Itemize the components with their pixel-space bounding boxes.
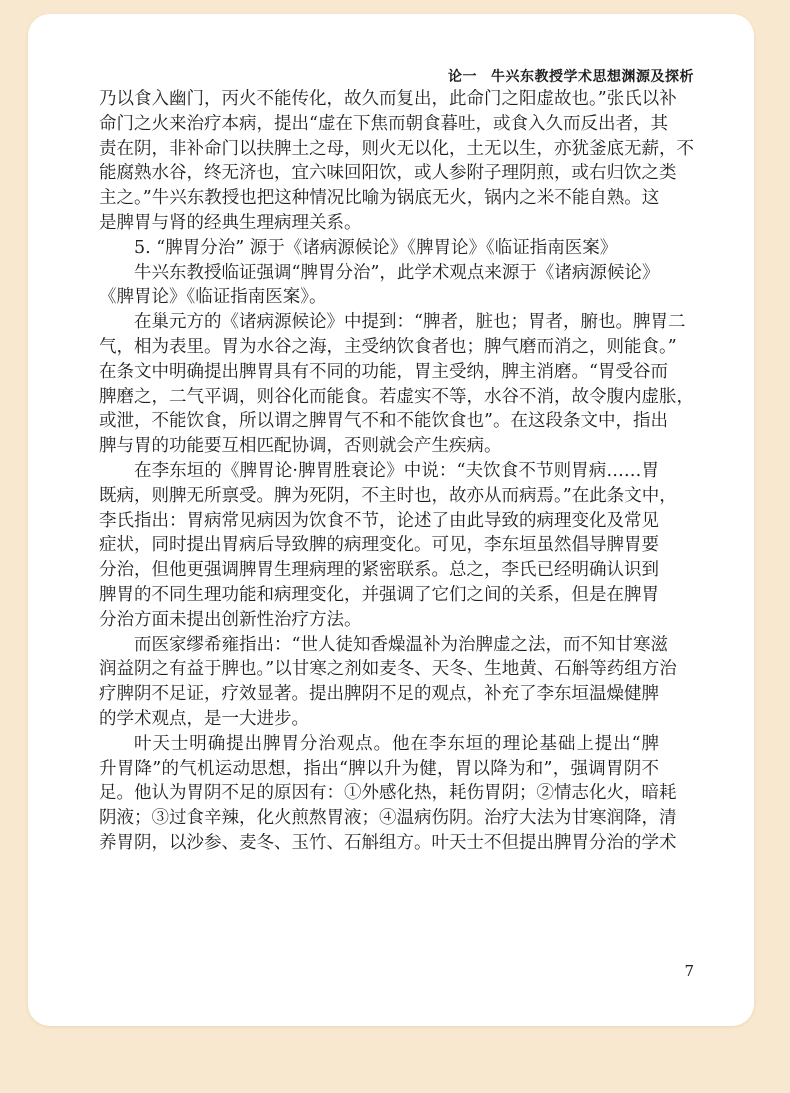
text-line: 症状，同时提出胃病后导致脾的病理变化。可见，李东垣虽然倡导脾胃要 [99,535,659,556]
text-line: 既病，则脾无所禀受。脾为死阴，不主时也，故亦从而病焉。”在此条文中， [99,485,677,506]
text-line: 的学术观点，是一大进步。 [99,708,309,729]
text-line: 升胃降”的气机运动思想，指出“脾以升为健，胃以降为和”，强调胃阴不 [99,758,659,779]
text-line: 足。他认为胃阴不足的原因有：①外感化热，耗伤胃阴；②情志化火，暗耗 [99,783,677,804]
text-line: 或泄，不能饮食，所以谓之脾胃气不和不能饮食也”。在这段条文中，指出 [99,411,668,432]
text-line: 牛兴东教授临证强调“脾胃分治”，此学术观点来源于《诸病源候论》 [134,262,660,283]
text-line: 分治，但他更强调脾胃生理病理的紧密联系。总之，李氏已经明确认识到 [99,560,659,581]
section-heading: 5. “脾胃分治” 源于《诸病源候论》《脾胃论》《临证指南医案》 [134,237,618,258]
text-line: 气，相为表里。胃为水谷之海，主受纳饮食者也；脾气磨而消之，则能食。” [99,336,677,357]
text-line: 在巢元方的《诸病源候论》中提到：“脾者，脏也；胃者，腑也。脾胃二 [134,312,686,333]
body-text [99,87,694,856]
text-line: 阴液；③过食辛辣，化火煎熬胃液；④温病伤阴。治疗大法为甘寒润降，清 [99,808,677,829]
running-header [448,66,694,86]
text-line: 润益阴之有益于脾也。”以甘寒之剂如麦冬、天冬、生地黄、石斛等药组方治 [99,659,677,680]
text-line: 《脾胃论》《临证指南医案》。 [99,287,327,308]
text-line: 脾与胃的功能要互相匹配协调，否则就会产生疾病。 [99,436,502,457]
text-line: 疗脾阴不足证，疗效显著。提出脾阴不足的观点，补充了李东垣温燥健脾 [99,684,659,705]
text-line: 而医家缪希雍指出：“世人徒知香燥温补为治脾虚之法，而不知甘寒滋 [134,634,668,655]
text-line: 在李东垣的《脾胃论·脾胃胜衰论》中说：“夫饮食不节则胃病……胃 [134,460,659,481]
text-line: 脾磨之，二气平调，则谷化而能食。若虚实不等，水谷不消，故令腹内虚胀， [99,386,694,407]
text-line: 在条文中明确提出脾胃具有不同的功能，胃主受纳，脾主消磨。“胃受谷而 [99,361,668,382]
page-number: 7 [684,962,694,980]
text-line: 是脾胃与肾的经典生理病理关系。 [99,212,362,233]
text-line: 命门之火来治疗本病，提出“虚在下焦而朝食暮吐，或食入久而反出者，其 [99,113,668,134]
text-line: 主之。”牛兴东教授也把这种情况比喻为锅底无火，锅内之米不能自熟。这 [99,188,660,209]
text-line: 脾胃的不同生理功能和病理变化，并强调了它们之间的关系，但是在脾胃 [99,584,659,605]
text-line: 分治方面未提出创新性治疗方法。 [99,609,362,630]
header-part: 论一 [448,69,477,85]
text-line: 养胃阴，以沙参、麦冬、玉竹、石斛组方。叶天士不但提出脾胃分治的学术 [99,832,677,853]
text-line: 责在阴，非补命门以扶脾土之母，则火无以化，土无以生，亦犹釜底无薪，不 [99,138,694,159]
text-line: 李氏指出：胃病常见病因为饮食不节，论述了由此导致的病理变化及常见 [99,510,659,531]
text-line: 叶天士明确提出脾胃分治观点。他在李东垣的理论基础上提出“脾 [134,733,659,754]
text-line: 乃以食入幽门，丙火不能传化，故久而复出，此命门之阳虚故也。”张氏以补 [99,89,677,109]
header-title: 牛兴东教授学术思想渊源及探析 [491,69,694,85]
text-line: 能腐熟水谷，终无济也，宜六味回阳饮，或人参附子理阴煎，或右归饮之类 [99,163,677,184]
